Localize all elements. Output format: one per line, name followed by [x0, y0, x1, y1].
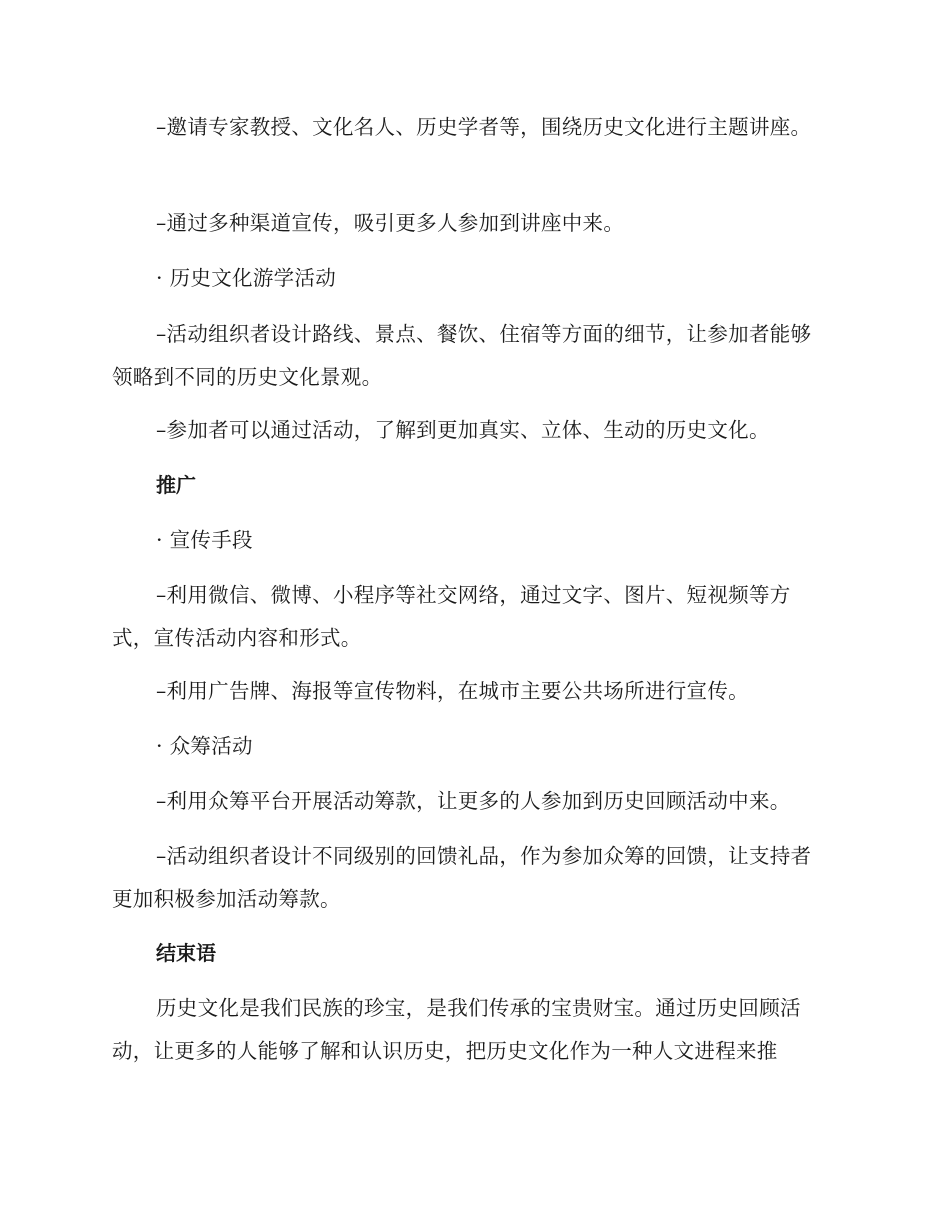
paragraph-lecture-promotion: –通过多种渠道宣传，吸引更多人参加到讲座中来。: [156, 211, 625, 235]
bullet-crowdfunding: · 众筹活动: [156, 734, 253, 758]
paragraph-social-media: –利用微信、微博、小程序等社交网络，通过文字、图片、短视频等方式，宣传活动内容和形式。: [112, 583, 791, 650]
section-heading-promotion: 推广: [156, 473, 196, 497]
paragraph-crowdfunding-platform: –利用众筹平台开展活动筹款，让更多的人参加到历史回顾活动中来。: [156, 789, 791, 813]
bullet-study-tour: · 历史文化游学活动: [156, 266, 337, 290]
paragraph-crowdfunding-rewards: –活动组织者设计不同级别的回馈礼品，作为参加众筹的回馈，让支持者更加积极参加活动筹款。: [112, 844, 812, 911]
paragraph-billboards: –利用广告牌、海报等宣传物料，在城市主要公共场所进行宣传。: [156, 679, 749, 703]
paragraph-tour-benefit: –参加者可以通过活动，了解到更加真实、立体、生动的历史文化。: [156, 418, 770, 442]
section-heading-conclusion: 结束语: [156, 941, 216, 965]
paragraph-tour-design: –活动组织者设计路线、景点、餐饮、住宿等方面的细节，让参加者能够领略到不同的历史文化景观。: [112, 322, 812, 389]
paragraph-lecture-invite: –邀请专家教授、文化名人、历史学者等，围绕历史文化进行主题讲座。: [156, 115, 812, 139]
paragraph-conclusion: 历史文化是我们民族的珍宝，是我们传承的宝贵财宝。通过历史回顾活动，让更多的人能够了解和认识历史，把历史文化作为一种人文进程来推: [112, 996, 801, 1063]
bullet-promotion-means: · 宣传手段: [156, 528, 253, 552]
